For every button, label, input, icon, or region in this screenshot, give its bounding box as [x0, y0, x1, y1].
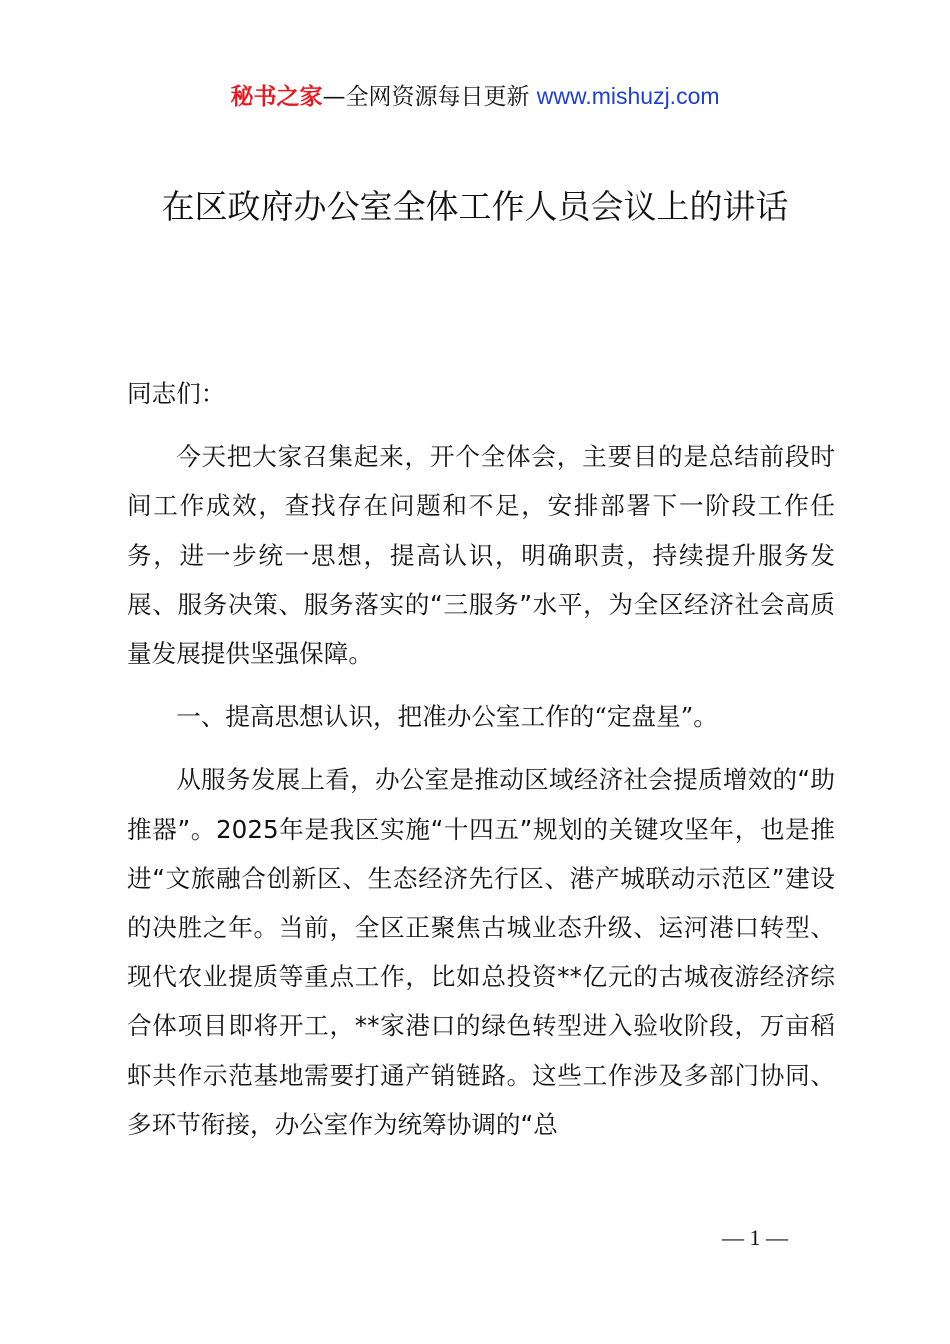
site-url-link[interactable]: www.mishuzj.com	[536, 83, 720, 109]
document-title: 在区政府办公室全体工作人员会议上的讲话	[161, 187, 789, 226]
site-brand: 秘书之家	[230, 84, 323, 110]
section-heading: 一、提高思想认识，把准办公室工作的“定盘星”。	[176, 702, 718, 732]
salutation: 同志们：	[127, 379, 226, 408]
paragraph: 从服务发展上看，办公室是推动区域经济社会提质增效的“助推器”。2025年是我区实施“十四五”规划的关键攻坚年，也是推进“文旅融合创新区、生态经济先行区、港产城联动示范区”建设的决胜之年。当前，全区正聚焦古城业态升级、运河港口转型、现代农业提质等重点工作，比如总投资**亿元的古城夜游经济综合体项目即将开工，**家港口的绿色转型进入验收阶段，万亩稻虾共作示范基地需要打通产销链路。这些工作涉及多部门协同、多环节衔接，办公室作为统筹协调的“总	[127, 765, 835, 1139]
page-number: — 1 —	[722, 1225, 788, 1250]
paragraph: 今天把大家召集起来，开个全体会，主要目的是总结前段时间工作成效，查找存在问题和不足，安排部署下一阶段工作任务，进一步统一思想，提高认识，明确职责，持续提升服务发展、服务决策、服务落实的“三服务”水平，为全区经济社会高质量发展提供坚强保障。	[127, 442, 835, 669]
document-body	[127, 369, 835, 1163]
site-tagline: —全网资源每日更新	[322, 84, 537, 110]
site-header	[0, 80, 950, 113]
